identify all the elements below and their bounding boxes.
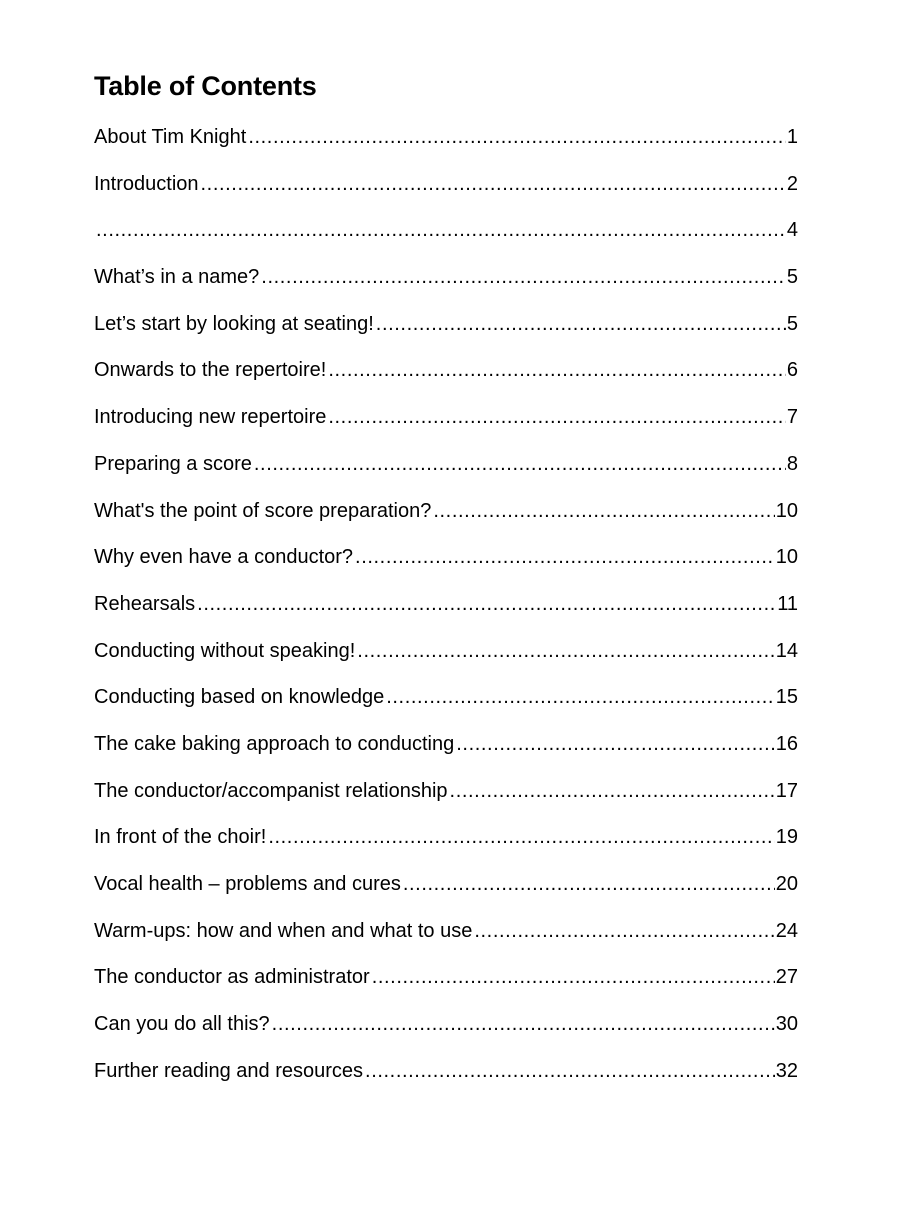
toc-dot-leader xyxy=(376,309,786,339)
toc-entry-label: What’s in a name? xyxy=(94,266,260,289)
toc-entry-page-number: 30 xyxy=(775,1013,798,1036)
toc-entry-page-number: 20 xyxy=(775,873,798,895)
toc-entry-label: Can you do all this? xyxy=(94,1013,270,1036)
toc-entry-page-number: 1 xyxy=(786,126,798,148)
toc-entry-page-number: 24 xyxy=(775,919,798,942)
toc-dot-leader xyxy=(433,496,774,526)
toc-dot-leader xyxy=(357,636,774,666)
toc-entry[interactable] xyxy=(94,776,798,823)
toc-dot-leader xyxy=(96,215,786,245)
toc-entry-label: Warm-ups: how and when and what to use xyxy=(94,919,473,942)
toc-entry-page-number: 27 xyxy=(775,966,798,989)
toc-dot-leader xyxy=(328,402,786,432)
toc-dot-leader xyxy=(372,962,775,992)
toc-entry-label: Vocal health – problems and cures xyxy=(94,873,401,895)
toc-entry[interactable] xyxy=(94,869,798,916)
toc-entry[interactable] xyxy=(94,636,798,683)
toc-entry[interactable] xyxy=(94,1056,798,1103)
toc-dot-leader xyxy=(197,589,776,619)
toc-entry-page-number: 2 xyxy=(786,172,798,195)
toc-entry[interactable] xyxy=(94,402,798,449)
toc-dot-leader xyxy=(474,916,774,946)
toc-entry-page-number: 6 xyxy=(786,359,798,382)
toc-dot-leader xyxy=(403,869,775,899)
toc-entry-page-number: 4 xyxy=(786,219,798,242)
toc-entry-label: Onwards to the repertoire! xyxy=(94,359,327,382)
toc-entry-label: The conductor/accompanist relationship xyxy=(94,779,448,802)
toc-entry-label: Preparing a score xyxy=(94,452,252,475)
toc-dot-leader xyxy=(328,355,786,385)
toc-entry[interactable] xyxy=(94,542,798,589)
toc-entry[interactable] xyxy=(94,962,798,1009)
toc-dot-leader xyxy=(248,122,786,152)
toc-entry[interactable] xyxy=(94,449,798,496)
toc-dot-leader xyxy=(450,776,775,806)
toc-entry-page-number: 7 xyxy=(786,406,798,429)
toc-dot-leader xyxy=(261,262,786,292)
toc-dot-leader xyxy=(355,542,775,572)
toc-entry-page-number: 17 xyxy=(775,779,798,802)
toc-entry-page-number: 15 xyxy=(775,686,798,709)
toc-list xyxy=(94,122,798,1102)
toc-entry-page-number: 10 xyxy=(775,546,798,569)
toc-entry[interactable] xyxy=(94,1009,798,1056)
toc-entry-label: Let’s start by looking at seating! xyxy=(94,312,374,335)
toc-entry-label: Introduction xyxy=(94,172,199,195)
toc-entry[interactable] xyxy=(94,916,798,963)
toc-entry[interactable] xyxy=(94,169,798,216)
toc-dot-leader xyxy=(268,822,774,852)
toc-dot-leader xyxy=(254,449,786,479)
toc-entry-page-number: 19 xyxy=(775,826,798,849)
toc-entry[interactable] xyxy=(94,262,798,309)
toc-entry[interactable] xyxy=(94,215,798,262)
toc-entry[interactable] xyxy=(94,589,798,636)
toc-title: Table of Contents xyxy=(94,71,317,101)
toc-entry-label: The cake baking approach to conducting xyxy=(94,732,455,755)
toc-dot-leader xyxy=(365,1056,775,1086)
toc-entry-page-number: 10 xyxy=(775,499,798,522)
toc-entry[interactable] xyxy=(94,822,798,869)
toc-dot-leader xyxy=(272,1009,775,1039)
toc-entry-label: Introducing new repertoire xyxy=(94,406,327,429)
toc-entry-page-number: 16 xyxy=(775,732,798,755)
toc-entry[interactable] xyxy=(94,122,798,169)
toc-entry-page-number: 5 xyxy=(786,312,798,335)
toc-entry-label: In front of the choir! xyxy=(94,826,267,849)
toc-entry-page-number: 5 xyxy=(786,266,798,289)
toc-entry-page-number: 14 xyxy=(775,639,798,662)
toc-entry[interactable] xyxy=(94,309,798,356)
toc-entry-label: Further reading and resources xyxy=(94,1059,364,1082)
toc-entry[interactable] xyxy=(94,682,798,729)
toc-entry[interactable] xyxy=(94,355,798,402)
toc-dot-leader xyxy=(386,682,775,712)
toc-entry-label: What's the point of score preparation? xyxy=(94,499,432,522)
toc-entry-label: Why even have a conductor? xyxy=(94,546,354,569)
toc-entry-page-number: 11 xyxy=(777,592,798,615)
toc-entry-page-number: 32 xyxy=(775,1059,798,1082)
toc-entry-label: The conductor as administrator xyxy=(94,966,370,989)
toc-entry[interactable] xyxy=(94,496,798,543)
toc-entry-page-number: 8 xyxy=(786,452,798,475)
toc-dot-leader xyxy=(456,729,775,759)
toc-entry[interactable] xyxy=(94,729,798,776)
toc-entry-label: Rehearsals xyxy=(94,592,196,615)
toc-entry-label: Conducting without speaking! xyxy=(94,639,356,662)
toc-entry-label: Conducting based on knowledge xyxy=(94,686,385,709)
toc-entry-label: About Tim Knight xyxy=(94,126,247,148)
toc-dot-leader xyxy=(201,169,786,199)
